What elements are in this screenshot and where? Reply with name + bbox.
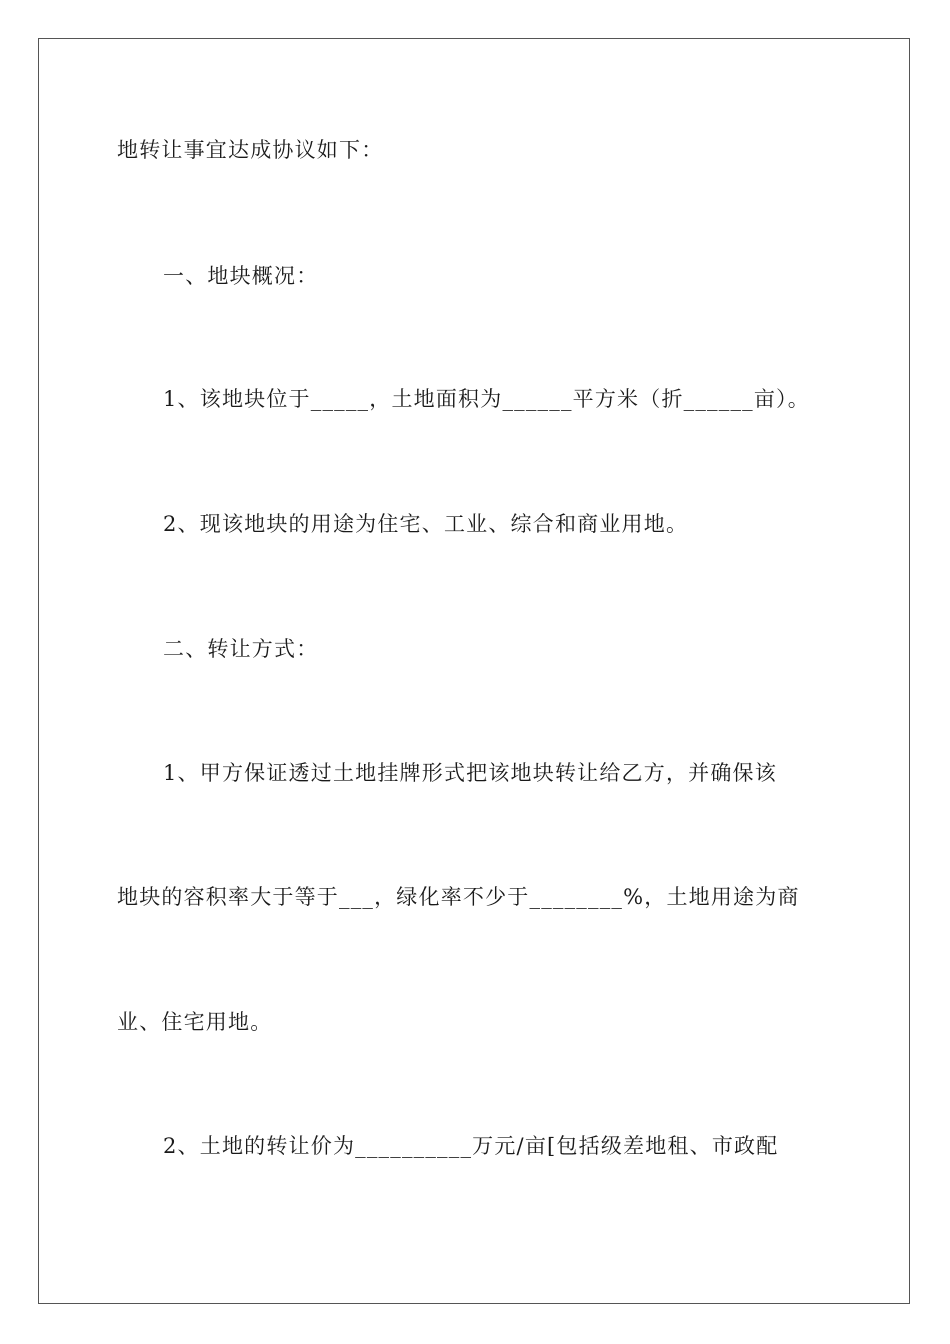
section-heading-1: 一、地块概况： bbox=[163, 264, 319, 288]
text-line-9: 2、土地的转让价为__________万元/亩[包括级差地租、市政配 bbox=[163, 1134, 779, 1158]
text-line-3: 1、该地块位于_____，土地面积为______平方米（折______亩）。 bbox=[163, 387, 810, 411]
text-line-8: 业、住宅用地。 bbox=[117, 1010, 273, 1034]
text-line-6: 1、甲方保证透过土地挂牌形式把该地块转让给乙方，并确保该 bbox=[163, 761, 777, 785]
page-border bbox=[38, 38, 910, 1304]
text-line-7: 地块的容积率大于等于___，绿化率不少于________%，土地用途为商 bbox=[117, 885, 800, 909]
text-line-4: 2、现该地块的用途为住宅、工业、综合和商业用地。 bbox=[163, 512, 689, 536]
section-heading-2: 二、转让方式： bbox=[163, 637, 319, 661]
text-line-1: 地转让事宜达成协议如下： bbox=[117, 138, 384, 162]
